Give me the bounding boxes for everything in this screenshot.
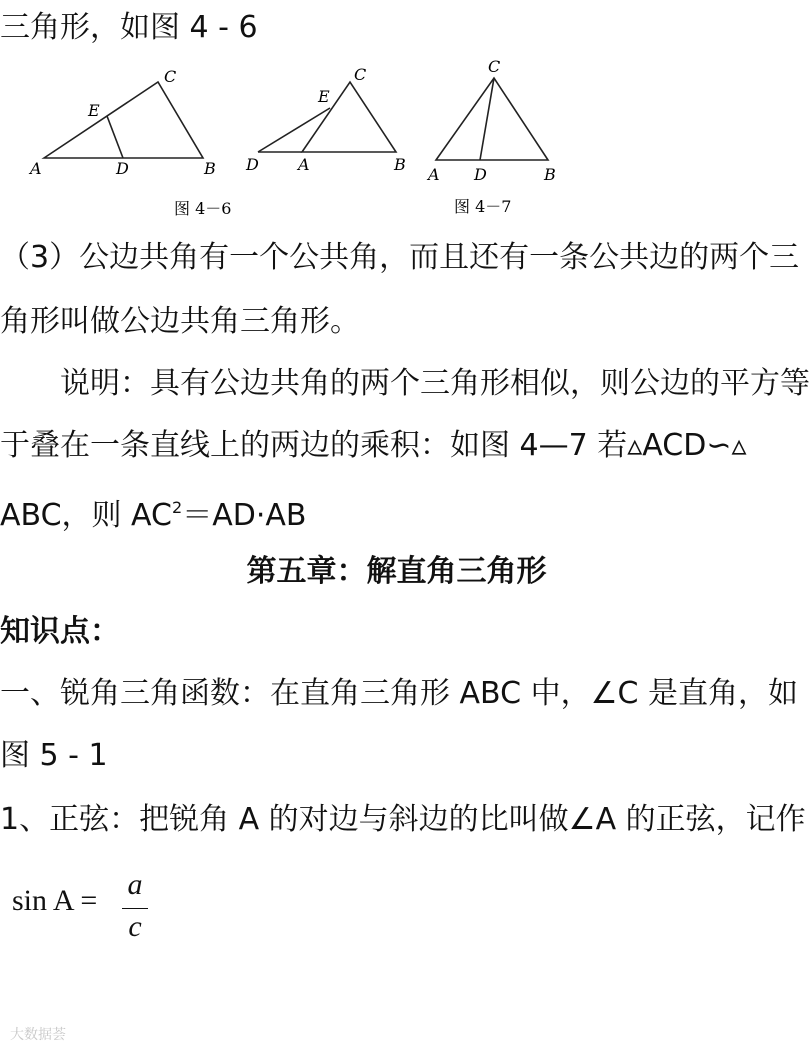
- point-label-e: E: [318, 87, 330, 106]
- point-label-b: B: [544, 165, 556, 184]
- figure-4-7: [420, 56, 580, 222]
- point-label-d: D: [246, 155, 259, 174]
- text-line-2: （3）公边共角有一个公共角，而且还有一条公共边的两个三: [0, 240, 800, 275]
- formula-denominator: c: [128, 910, 142, 943]
- formula-numerator: a: [127, 868, 143, 901]
- segment-de: [258, 108, 330, 152]
- text-line-4: 说明：具有公边共角的两个三角形相似，则公边的平方等: [0, 366, 810, 401]
- point-label-b: B: [204, 159, 216, 178]
- triangle-abc: [44, 82, 203, 158]
- text-line-5: 于叠在一条直线上的两边的乘积：如图 4—7 若▵ACD∽▵: [0, 428, 747, 463]
- formula-lhs: sin A =: [12, 884, 98, 917]
- text-line-8: 图 5 - 1: [0, 738, 108, 773]
- point-label-d: D: [116, 159, 129, 178]
- text-line-1: 三角形，如图 4 - 6: [0, 10, 258, 45]
- point-label-c: C: [354, 65, 367, 84]
- section-heading: 知识点：: [0, 614, 120, 649]
- text-line-6-post: ＝AD·AB: [182, 498, 307, 533]
- figure-caption-4-6: 图 4－6: [174, 199, 232, 218]
- fraction-bar: [122, 908, 148, 909]
- point-label-a: A: [298, 155, 310, 174]
- text-line-3: 角形叫做公边共角三角形。: [0, 304, 360, 339]
- point-label-c: C: [488, 57, 501, 76]
- superscript-2: 2: [172, 498, 183, 517]
- text-line-9: 1、正弦：把锐角 A 的对边与斜边的比叫做∠A 的正弦，记作: [0, 802, 806, 837]
- watermark: 大数据荟: [10, 1027, 66, 1043]
- point-label-c: C: [164, 67, 177, 86]
- text-line-6: [0, 488, 793, 536]
- point-label-a: A: [30, 159, 42, 178]
- text-line-7: 一、锐角三角函数：在直角三角形 ABC 中，∠C 是直角，如: [0, 676, 798, 711]
- segment-cd: [480, 78, 494, 160]
- chapter-heading: 第五章：解直角三角形: [246, 554, 547, 589]
- point-label-d: D: [474, 165, 487, 184]
- figure-caption-4-7: 图 4－7: [454, 197, 512, 216]
- figure-4-6-variant: [240, 66, 420, 186]
- point-label-a: A: [428, 165, 440, 184]
- figure-4-6: [20, 66, 232, 226]
- segment-ed: [107, 116, 123, 158]
- text-line-6-pre: ABC，则 AC: [0, 498, 173, 533]
- point-label-e: E: [88, 101, 100, 120]
- point-label-b: B: [394, 155, 406, 174]
